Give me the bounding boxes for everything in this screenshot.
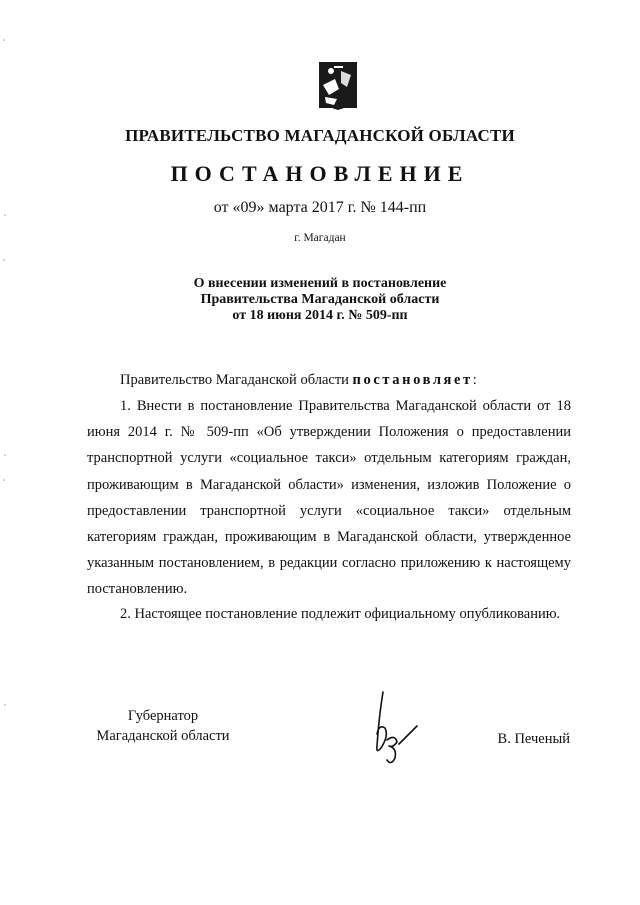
- document-title: [0, 276, 640, 324]
- scan-margin-marks: [0, 0, 12, 905]
- signatory-name: В. Печеный: [497, 731, 570, 747]
- handwritten-signature: [365, 688, 420, 770]
- title-line-2: Правительства Магаданской области: [200, 292, 440, 307]
- magadan-region-coat-of-arms-icon: [317, 61, 359, 111]
- title-line-3: от 18 июня 2014 г. № 509-пп: [232, 308, 408, 323]
- title-line-1: О внесении изменений в постановление: [193, 276, 447, 291]
- intro-colon: :: [472, 372, 477, 388]
- paragraph-1: 1. Внести в постановление Правительства Магаданской области от 18 июня 2014 г. № 509-пп «Об утверждении Положения о предоставлении транспортной услуги «социальное такси» отдельным категориям граждан, проживающим в Магаданской области» изменения, изложив Положение о предоставлении транспортной услуги «социальное такси» отдельным категориям граждан, проживающим в Магаданской области, утвержденное указанным постановлением, в редакции согласно приложению к настоящему постановлению.: [87, 398, 571, 598]
- signatory-title-line-1: Губернатор: [127, 708, 199, 724]
- intro-line: [120, 372, 477, 389]
- document-date-number: от «09» марта 2017 г. № 144-пп: [213, 199, 427, 216]
- intro-emphasis: постановляет: [352, 372, 473, 388]
- document-type: ПОСТАНОВЛЕНИЕ: [170, 161, 470, 186]
- organization-name: ПРАВИТЕЛЬСТВО МАГАДАНСКОЙ ОБЛАСТИ: [125, 126, 515, 145]
- document-city: г. Магадан: [294, 232, 346, 244]
- paragraph-2: 2. Настоящее постановление подлежит официальному опубликованию.: [120, 606, 561, 622]
- intro-text: Правительство Магаданской области: [120, 372, 349, 388]
- signatory-title: [88, 706, 238, 746]
- signatory-title-line-2: Магаданской области: [96, 728, 230, 744]
